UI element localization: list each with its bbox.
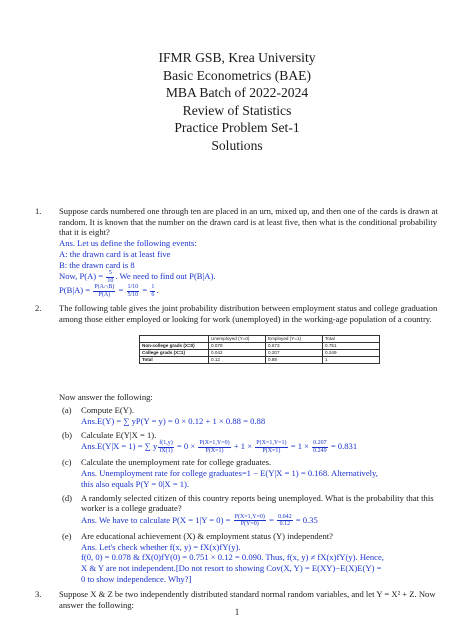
question-number: 2. bbox=[35, 303, 42, 314]
fraction-numerator: 0.207 bbox=[313, 440, 327, 447]
fraction-denominator: fX(1) bbox=[159, 447, 173, 454]
fraction bbox=[312, 440, 328, 454]
answer-line: Ans.E(Y) = ∑ yP(Y = y) = 0 × 0.12 + 1 × 0.88 = 0.88 bbox=[81, 416, 266, 427]
fraction-denominator: 10 bbox=[107, 277, 114, 284]
question-text: Suppose X & Z be two independently distributed standard normal random variables, and let Y = X² + Z. Now answer the following: bbox=[59, 589, 436, 611]
math-text: + 1 × bbox=[233, 441, 253, 452]
subquestion-c bbox=[59, 457, 445, 489]
question-text: Suppose cards numbered one through ten are placed in an urn, mixed up, and then one of the cards is drawn at random. It is known that the number on the drawn card is at least five, then what is the conditional probability that it is eight? bbox=[59, 206, 438, 238]
topic-title: Review of Statistics bbox=[182, 102, 292, 118]
answer-line: X & Y are not independent.[Do not resort to showing Cov(X, Y) = E(XY)−E(X)E(Y) = bbox=[81, 563, 382, 574]
table-header-cell: Total bbox=[323, 335, 380, 342]
math-text: = bbox=[269, 514, 274, 525]
math-text: = bbox=[142, 285, 148, 296]
answer-line: B: the drawn card is 8 bbox=[59, 259, 135, 270]
table-row bbox=[140, 349, 380, 356]
document-body bbox=[35, 206, 445, 616]
math-text: Now, P(A) = bbox=[59, 271, 104, 282]
fraction-numerator: P(X=1,Y=0) bbox=[234, 513, 265, 520]
answer-line: Ans. Let's check whether f(x, y) = fX(x)fY(y). bbox=[81, 541, 241, 552]
answer-line: Ans. Let us define the following events: bbox=[59, 238, 197, 249]
table-cell: 0.078 bbox=[209, 342, 266, 349]
fraction bbox=[106, 270, 114, 284]
table-header-cell: Employed (Y=1) bbox=[266, 335, 323, 342]
question-text: The following table gives the joint probability distribution between employment status and college graduation among those either employed or looking for work (unemployed) in the working-age population of a country. bbox=[59, 303, 438, 324]
subquestion-text: Calculate E(Y|X = 1). bbox=[81, 429, 157, 440]
fraction bbox=[277, 514, 293, 528]
table-header-cell: Unemployed (Y=0) bbox=[209, 335, 266, 342]
table-cell: 0.042 bbox=[209, 349, 266, 356]
fraction-numerator: 0.042 bbox=[278, 513, 292, 520]
table-cell: 1 bbox=[323, 356, 380, 363]
question-number: 3. bbox=[35, 589, 42, 600]
fraction bbox=[255, 440, 287, 454]
table-cell: College grads (X=1) bbox=[140, 349, 209, 356]
course-title: Basic Econometrics (BAE) bbox=[163, 67, 311, 83]
table-cell: Total bbox=[140, 356, 209, 363]
answer-line bbox=[59, 270, 445, 284]
subquestion-text: Are educational achievement (X) & employment status (Y) independent? bbox=[81, 530, 333, 541]
table-cell: 0.673 bbox=[266, 342, 323, 349]
answer-block bbox=[81, 542, 445, 585]
subquestion-e bbox=[59, 531, 445, 585]
fraction-numerator: 1/10 bbox=[127, 284, 139, 291]
solutions-title: Solutions bbox=[211, 137, 263, 153]
fraction-denominator: P(A) bbox=[98, 291, 111, 298]
question-number: 1. bbox=[35, 206, 42, 216]
math-text: P(B|A) = bbox=[59, 285, 91, 296]
math-text: Ans.E(Y|X = 1) = ∑ y bbox=[81, 441, 158, 452]
table-cell: 0.88 bbox=[266, 356, 323, 363]
table-cell: Non-college grads (X=0) bbox=[140, 342, 209, 349]
table-header-row bbox=[140, 335, 380, 342]
subquestion-label: (c) bbox=[62, 457, 72, 468]
fraction-numerator: f(1,y) bbox=[159, 440, 173, 447]
fraction-denominator: P(X=1) bbox=[262, 447, 281, 454]
math-text: = 0 × bbox=[176, 441, 196, 452]
subquestion-text: Calculate the unemployment rate for college graduates. bbox=[81, 457, 272, 468]
subquestion-a bbox=[59, 405, 445, 426]
table-cell: 0.751 bbox=[323, 342, 380, 349]
batch-title: MBA Batch of 2022-2024 bbox=[165, 85, 309, 100]
fraction-denominator: P(Y=0) bbox=[240, 521, 259, 528]
table-cell: 0.249 bbox=[323, 349, 380, 356]
page-number: 1 bbox=[234, 607, 240, 617]
table-cell: 0.207 bbox=[266, 349, 323, 356]
fraction bbox=[158, 440, 174, 454]
institution-title: IFMR GSB, Krea University bbox=[158, 50, 316, 65]
math-text: = 1 × bbox=[290, 441, 309, 452]
answer-line bbox=[81, 514, 445, 528]
subquestion-text: A randomly selected citizen of this country reports being unemployed. What is the probability that this worker is a college graduate? bbox=[81, 492, 434, 514]
question-1 bbox=[35, 206, 445, 298]
answer-line bbox=[81, 440, 445, 454]
fraction-numerator: P(A∩B) bbox=[94, 284, 115, 291]
fraction-denominator: 5/10 bbox=[127, 291, 139, 298]
table-row bbox=[140, 342, 380, 349]
fraction bbox=[127, 284, 140, 298]
question-2 bbox=[35, 303, 445, 584]
fraction-numerator: P(X=1,Y=0) bbox=[199, 440, 230, 447]
spacer bbox=[59, 364, 445, 392]
subquestion-label: (b) bbox=[62, 429, 73, 440]
fraction-numerator: 5 bbox=[106, 270, 114, 278]
joint-probability-table bbox=[139, 335, 380, 364]
math-text: = bbox=[118, 285, 124, 296]
answer-line: Ans. Unemployment rate for college graduates=1 − E(Y|X = 1) = 0.168. Alternatively, bbox=[81, 468, 378, 479]
fraction-numerator: 1 bbox=[151, 284, 155, 291]
answer-line: A: the drawn card is at least five bbox=[59, 248, 171, 259]
fraction-denominator: 0.12 bbox=[279, 521, 291, 528]
subquestion-label: (a) bbox=[62, 405, 72, 416]
subquestion-text: Compute E(Y). bbox=[81, 405, 134, 416]
table-cell: 0.12 bbox=[209, 356, 266, 363]
fraction-denominator: 0.249 bbox=[313, 447, 327, 454]
fraction bbox=[150, 284, 155, 298]
document-title-block bbox=[0, 49, 474, 154]
subquestion-d bbox=[59, 493, 445, 528]
answer-line: f(0, 0) = 0.078 & fX(0)fY(0) = 0.751 × 0.12 = 0.090. Thus, f(x, y) ≠ fX(x)fY(y). Hence, bbox=[81, 552, 384, 563]
answer-block bbox=[81, 468, 445, 489]
subquestion-b bbox=[59, 430, 445, 455]
fraction bbox=[234, 514, 266, 528]
instruction-text: Now answer the following: bbox=[59, 391, 153, 402]
math-text: . We need to find out P(B|A). bbox=[115, 271, 216, 282]
math-text: = 0.35 bbox=[295, 514, 318, 525]
fraction bbox=[198, 440, 230, 454]
table-row bbox=[140, 356, 380, 363]
answer-block bbox=[59, 238, 445, 298]
math-text: Ans. We have to calculate P(X = 1|Y = 0) = bbox=[81, 514, 231, 525]
subquestion-label: (d) bbox=[62, 492, 73, 503]
answer-line: this also equals P(Y = 0|X = 1). bbox=[81, 478, 190, 489]
math-text: . bbox=[156, 285, 159, 296]
fraction bbox=[93, 284, 115, 298]
fraction-numerator: P(X=1,Y=1) bbox=[256, 440, 287, 447]
fraction-denominator: 6 bbox=[151, 291, 155, 298]
math-text: = 0.831 bbox=[330, 441, 358, 452]
answer-line bbox=[59, 284, 445, 298]
answer-line: 0 to show independence. Why?] bbox=[81, 573, 192, 584]
problem-set-title: Practice Problem Set-1 bbox=[174, 120, 300, 135]
subquestion-label: (e) bbox=[62, 530, 72, 541]
table-header-cell bbox=[140, 335, 209, 342]
fraction-denominator: P(X=1) bbox=[205, 447, 224, 454]
